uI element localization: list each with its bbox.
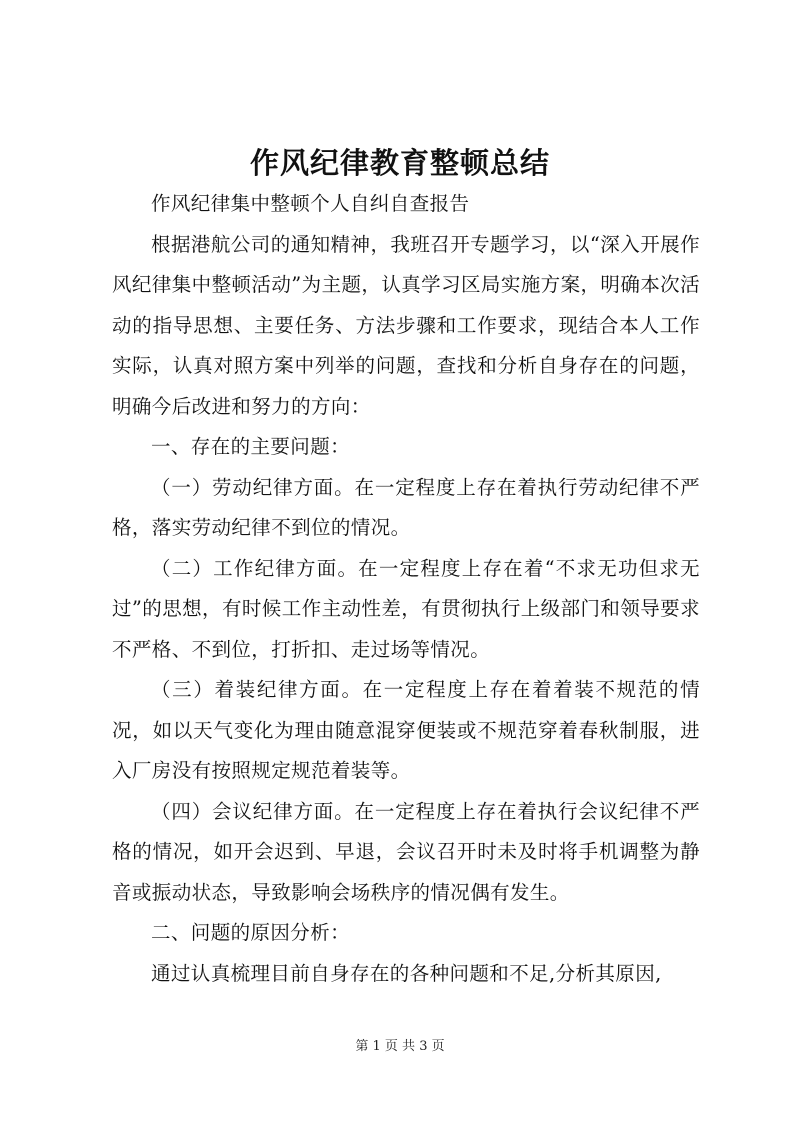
- paragraph-work-discipline: （二）工作纪律方面。在一定程度上存在着“不求无功但求无过”的思想，有时候工作主动性差，有贯彻执行上级部门和领导要求不严格、不到位，打折扣、走过场等情况。: [112, 556, 700, 661]
- document-body: [112, 184, 700, 994]
- document-title: 作风纪律教育整顿总结: [249, 146, 550, 180]
- document-subtitle: 作风纪律集中整顿个人自纠自查报告: [151, 192, 470, 215]
- paragraph-cause-analysis: 通过认真梳理目前自身存在的各种问题和不足,分析其原因,: [151, 961, 662, 985]
- paragraph-intro: 根据港航公司的通知精神，我班召开专题学习，以“深入开展作风纪律集中整顿活动”为主题，认真学习区局实施方案，明确本次活动的指导思想、主要任务、方法步骤和工作要求，现结合本人工作实际，认真对照方案中列举的问题，查找和分析自身存在的问题，明确今后改进和努力的方向：: [112, 232, 700, 418]
- heading-cause-analysis: 二、问题的原因分析：: [151, 921, 351, 944]
- paragraph-dress-discipline: （三）着装纪律方面。在一定程度上存在着着装不规范的情况，如以天气变化为理由随意混穿便装或不规范穿着春秋制服，进入厂房没有按照规定规范着装等。: [112, 678, 700, 782]
- paragraph-meeting-discipline: （四）会议纪律方面。在一定程度上存在着执行会议纪律不严格的情况，如开会迟到、早退，会议召开时未及时将手机调整为静音或振动状态，导致影响会场秩序的情况偶有发生。: [112, 799, 700, 904]
- heading-main-problems: 一、存在的主要问题：: [151, 435, 351, 458]
- page-number-footer: 第 1 页 共 3 页: [355, 1039, 445, 1054]
- paragraph-labor-discipline: （一）劳动纪律方面。在一定程度上存在着执行劳动纪律不严格，落实劳动纪律不到位的情况。: [112, 475, 700, 539]
